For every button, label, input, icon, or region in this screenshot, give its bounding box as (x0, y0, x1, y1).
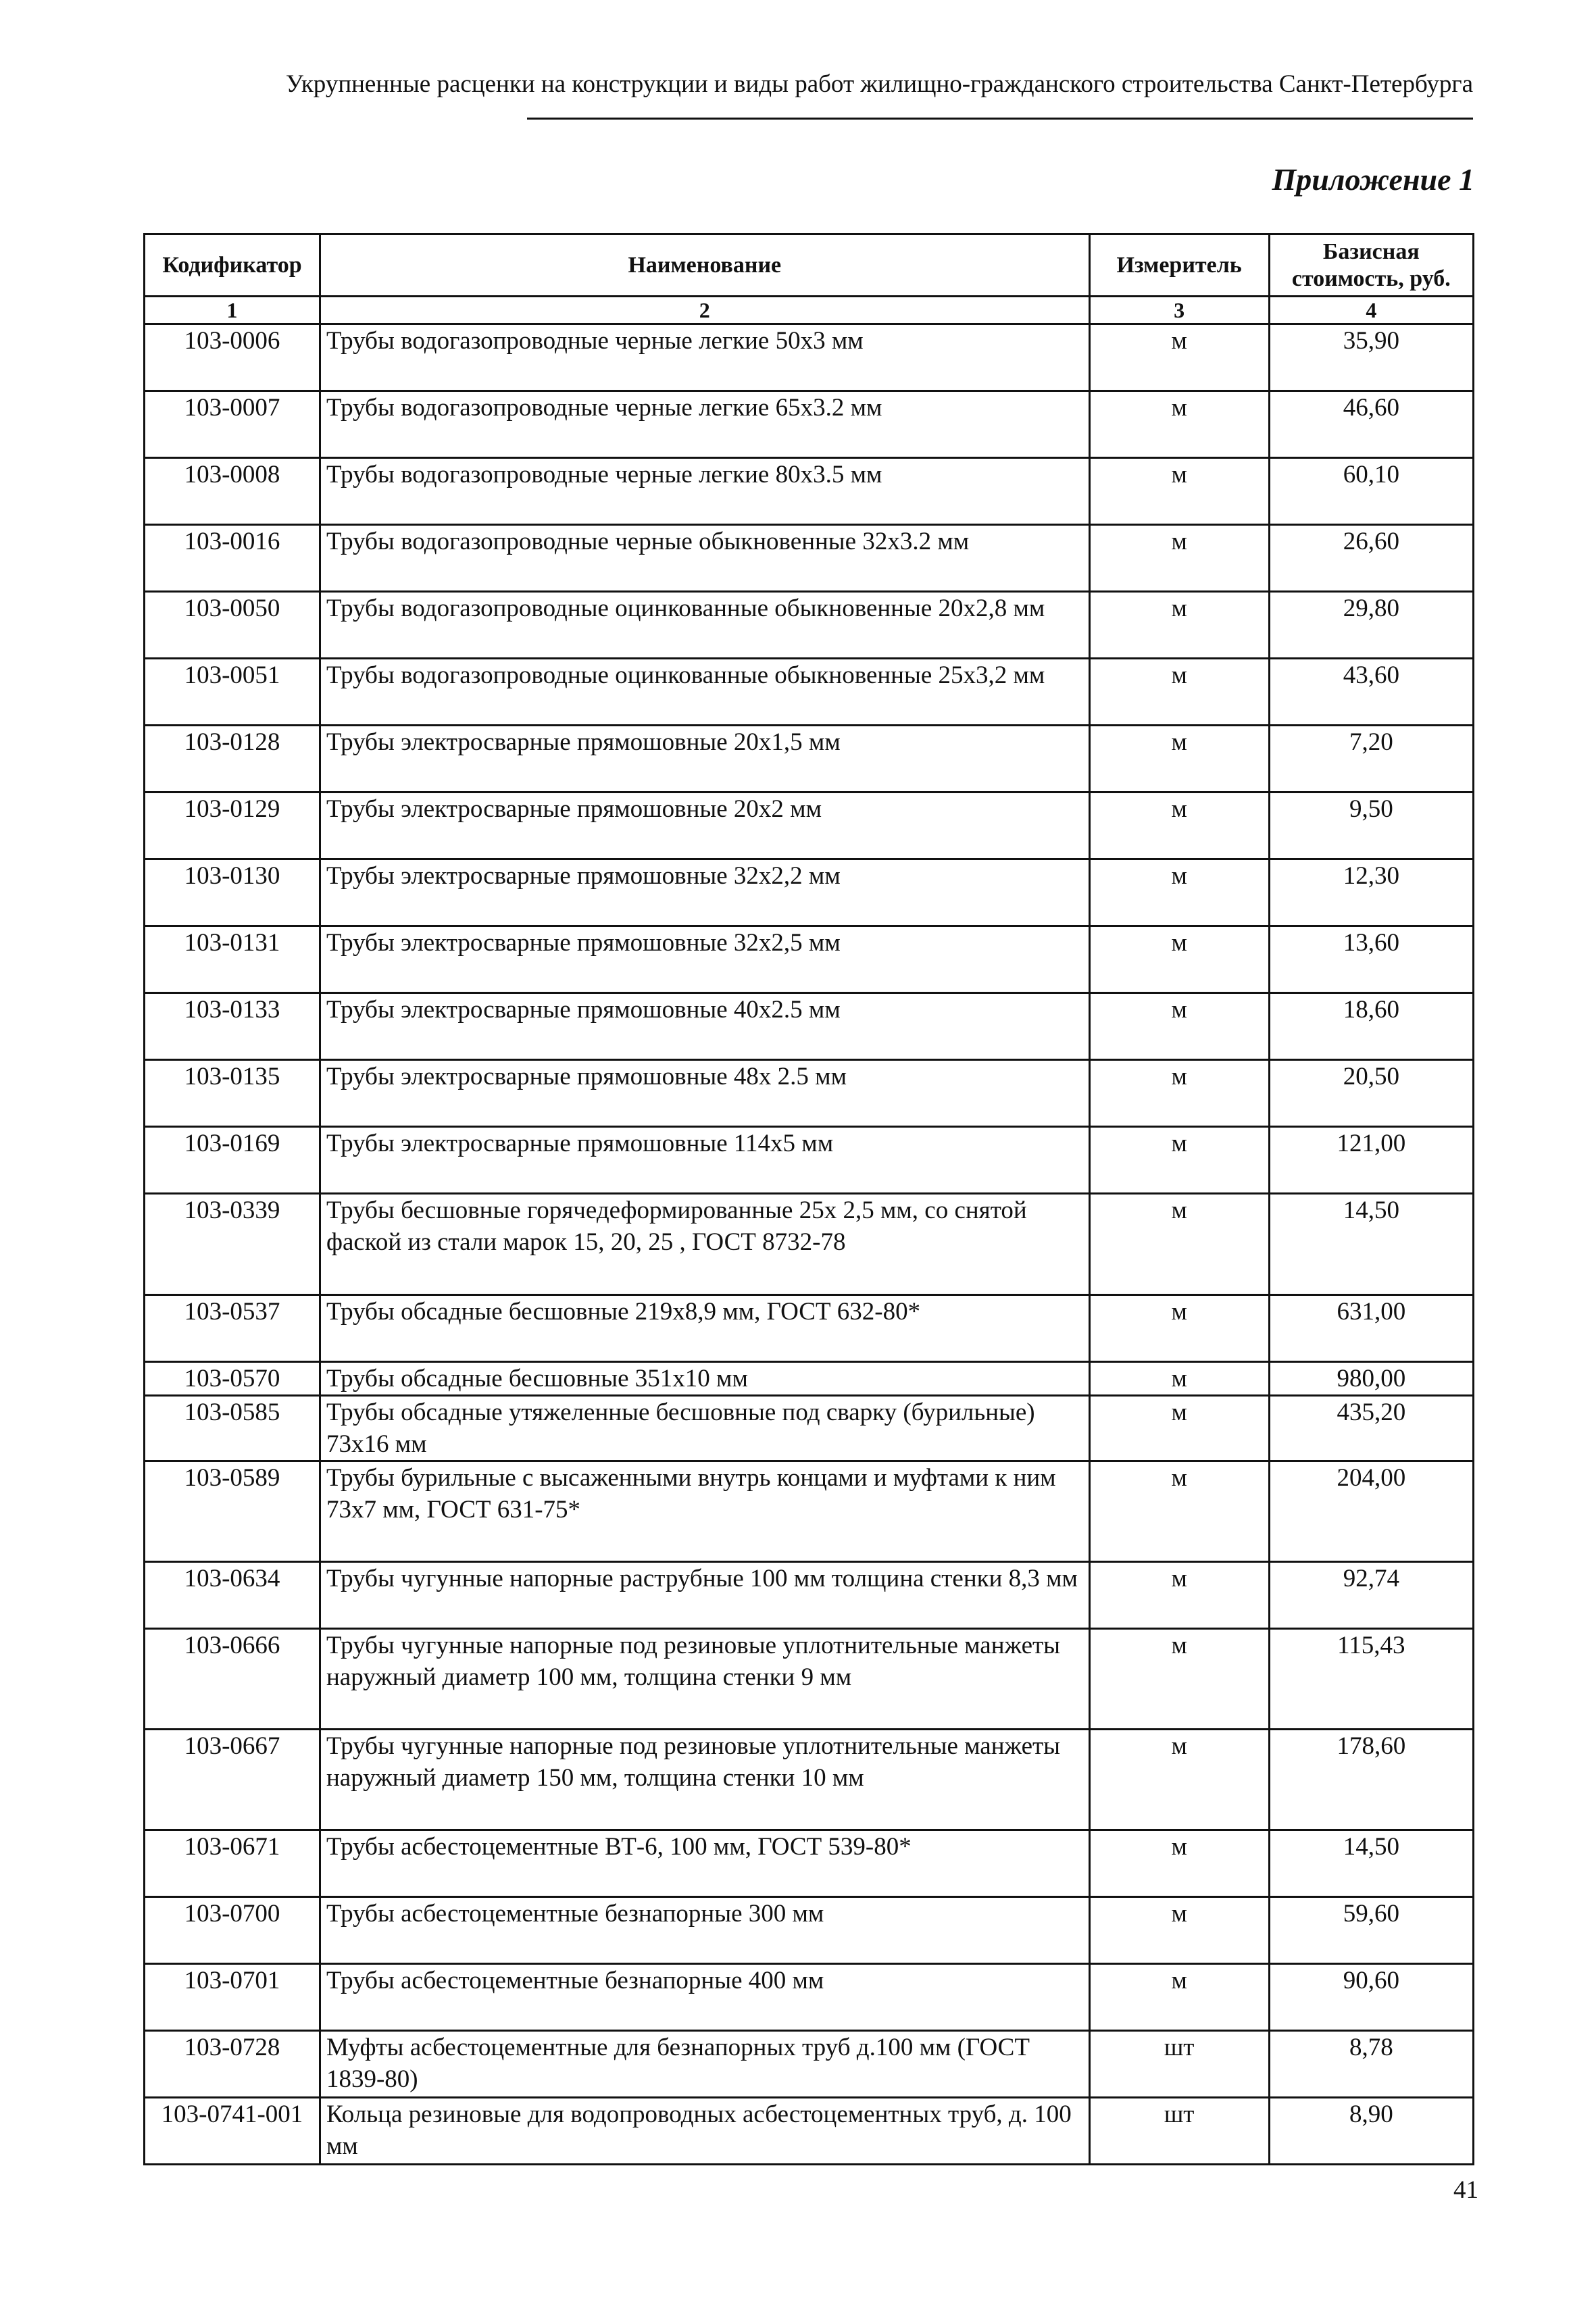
name-cell: Трубы асбестоцементные ВТ-6, 100 мм, ГОСТ 539-80* (320, 1830, 1089, 1897)
code-cell: 103-0008 (145, 458, 320, 525)
unit-cell: м (1089, 1396, 1269, 1461)
table-row (145, 993, 1474, 1060)
code-cell: 103-0169 (145, 1127, 320, 1194)
header-rule (527, 118, 1473, 120)
code-cell: 103-0129 (145, 793, 320, 859)
table-row (145, 1897, 1474, 1964)
column-header-code: Кодификатор (145, 234, 320, 297)
unit-cell: м (1089, 1461, 1269, 1562)
unit-cell: м (1089, 659, 1269, 726)
unit-cell: м (1089, 993, 1269, 1060)
unit-cell: м (1089, 1629, 1269, 1730)
code-cell: 103-0537 (145, 1295, 320, 1362)
code-cell: 103-0006 (145, 324, 320, 391)
unit-cell: м (1089, 1730, 1269, 1830)
page-number: 41 (1453, 2176, 1478, 2204)
code-cell: 103-0700 (145, 1897, 320, 1964)
column-number: 3 (1089, 297, 1269, 324)
unit-cell: шт (1089, 2031, 1269, 2098)
name-cell: Кольца резиновые для водопроводных асбестоцементных труб, д. 100 мм (320, 2098, 1089, 2165)
name-cell: Трубы электросварные прямошовные 48x 2.5 мм (320, 1060, 1089, 1127)
table-header-row (145, 234, 1474, 297)
price-cell: 980,00 (1269, 1362, 1473, 1396)
price-cell: 7,20 (1269, 726, 1473, 793)
unit-cell: м (1089, 1562, 1269, 1629)
price-cell: 92,74 (1269, 1562, 1473, 1629)
price-cell: 14,50 (1269, 1194, 1473, 1295)
price-cell: 204,00 (1269, 1461, 1473, 1562)
code-cell: 103-0666 (145, 1629, 320, 1730)
name-cell: Трубы водогазопроводные черные легкие 80x3.5 мм (320, 458, 1089, 525)
price-cell: 29,80 (1269, 592, 1473, 659)
table-row (145, 793, 1474, 859)
column-header-price: Базисная стоимость, руб. (1269, 234, 1473, 297)
name-cell: Трубы асбестоцементные безнапорные 400 мм (320, 1964, 1089, 2031)
code-cell: 103-0007 (145, 391, 320, 458)
unit-cell: м (1089, 726, 1269, 793)
name-cell: Трубы чугунные напорные под резиновые уплотнительные манжеты наружный диаметр 100 мм, толщина стенки 9 мм (320, 1629, 1089, 1730)
price-cell: 178,60 (1269, 1730, 1473, 1830)
table-row (145, 926, 1474, 993)
name-cell: Трубы электросварные прямошовные 20x2 мм (320, 793, 1089, 859)
table-row (145, 859, 1474, 926)
unit-cell: м (1089, 324, 1269, 391)
price-cell: 26,60 (1269, 525, 1473, 592)
unit-cell: м (1089, 1897, 1269, 1964)
column-number: 4 (1269, 297, 1473, 324)
name-cell: Трубы электросварные прямошовные 20x1,5 мм (320, 726, 1089, 793)
table-row (145, 1194, 1474, 1295)
unit-cell: м (1089, 1295, 1269, 1362)
name-cell: Трубы электросварные прямошовные 40x2.5 мм (320, 993, 1089, 1060)
unit-cell: м (1089, 1830, 1269, 1897)
code-cell: 103-0051 (145, 659, 320, 726)
unit-cell: м (1089, 1127, 1269, 1194)
code-cell: 103-0589 (145, 1461, 320, 1562)
price-cell: 14,50 (1269, 1830, 1473, 1897)
name-cell: Муфты асбестоцементные для безнапорных труб д.100 мм (ГОСТ 1839-80) (320, 2031, 1089, 2098)
name-cell: Трубы обсадные утяжеленные бесшовные под сварку (бурильные) 73x16 мм (320, 1396, 1089, 1461)
table-row (145, 1060, 1474, 1127)
table-row (145, 391, 1474, 458)
table-row (145, 1127, 1474, 1194)
table-row (145, 1362, 1474, 1396)
column-header-unit: Измеритель (1089, 234, 1269, 297)
table-row (145, 324, 1474, 391)
name-cell: Трубы водогазопроводные черные легкие 50x3 мм (320, 324, 1089, 391)
price-cell: 43,60 (1269, 659, 1473, 726)
price-cell: 121,00 (1269, 1127, 1473, 1194)
name-cell: Трубы бесшовные горячедеформированные 25x 2,5 мм, со снятой фаской из стали марок 15, 20, 25 , ГОСТ 8732-78 (320, 1194, 1089, 1295)
code-cell: 103-0135 (145, 1060, 320, 1127)
unit-cell: м (1089, 926, 1269, 993)
name-cell: Трубы чугунные напорные под резиновые уплотнительные манжеты наружный диаметр 150 мм, толщина стенки 10 мм (320, 1730, 1089, 1830)
table-body (145, 324, 1474, 2165)
unit-cell: м (1089, 525, 1269, 592)
price-cell: 115,43 (1269, 1629, 1473, 1730)
price-cell: 59,60 (1269, 1897, 1473, 1964)
price-cell: 90,60 (1269, 1964, 1473, 2031)
unit-cell: м (1089, 1060, 1269, 1127)
price-cell: 631,00 (1269, 1295, 1473, 1362)
name-cell: Трубы чугунные напорные раструбные 100 мм толщина стенки 8,3 мм (320, 1562, 1089, 1629)
name-cell: Трубы асбестоцементные безнапорные 300 мм (320, 1897, 1089, 1964)
table-row (145, 1396, 1474, 1461)
column-number: 2 (320, 297, 1089, 324)
code-cell: 103-0728 (145, 2031, 320, 2098)
price-cell: 8,90 (1269, 2098, 1473, 2165)
table-row (145, 1295, 1474, 1362)
name-cell: Трубы электросварные прямошовные 114x5 мм (320, 1127, 1089, 1194)
code-cell: 103-0128 (145, 726, 320, 793)
name-cell: Трубы обсадные бесшовные 351x10 мм (320, 1362, 1089, 1396)
table-row (145, 525, 1474, 592)
table-row (145, 659, 1474, 726)
column-header-name: Наименование (320, 234, 1089, 297)
running-header: Укрупненные расценки на конструкции и виды работ жилищно-гражданского строительства Санкт-Петербурга (285, 70, 1473, 98)
name-cell: Трубы электросварные прямошовные 32x2,2 мм (320, 859, 1089, 926)
code-cell: 103-0671 (145, 1830, 320, 1897)
price-cell: 60,10 (1269, 458, 1473, 525)
table-row (145, 458, 1474, 525)
price-cell: 20,50 (1269, 1060, 1473, 1127)
column-number: 1 (145, 297, 320, 324)
name-cell: Трубы бурильные с высаженными внутрь концами и муфтами к ним 73x7 мм, ГОСТ 631-75* (320, 1461, 1089, 1562)
code-cell: 103-0133 (145, 993, 320, 1060)
unit-cell: м (1089, 1194, 1269, 1295)
table-row (145, 726, 1474, 793)
unit-cell: м (1089, 458, 1269, 525)
unit-cell: м (1089, 793, 1269, 859)
code-cell: 103-0570 (145, 1362, 320, 1396)
name-cell: Трубы водогазопроводные черные легкие 65x3.2 мм (320, 391, 1089, 458)
price-cell: 8,78 (1269, 2031, 1473, 2098)
name-cell: Трубы водогазопроводные оцинкованные обыкновенные 25x3,2 мм (320, 659, 1089, 726)
unit-cell: шт (1089, 2098, 1269, 2165)
column-number-row (145, 297, 1474, 324)
table-row (145, 2031, 1474, 2098)
table-row (145, 1964, 1474, 2031)
table-row (145, 2098, 1474, 2165)
unit-cell: м (1089, 592, 1269, 659)
name-cell: Трубы обсадные бесшовные 219x8,9 мм, ГОСТ 632-80* (320, 1295, 1089, 1362)
code-cell: 103-0634 (145, 1562, 320, 1629)
price-cell: 9,50 (1269, 793, 1473, 859)
table-row (145, 1830, 1474, 1897)
price-cell: 435,20 (1269, 1396, 1473, 1461)
unit-cell: м (1089, 391, 1269, 458)
code-cell: 103-0701 (145, 1964, 320, 2031)
unit-cell: м (1089, 1964, 1269, 2031)
price-cell: 35,90 (1269, 324, 1473, 391)
table-row (145, 1629, 1474, 1730)
price-cell: 13,60 (1269, 926, 1473, 993)
name-cell: Трубы электросварные прямошовные 32x2,5 мм (320, 926, 1089, 993)
price-cell: 46,60 (1269, 391, 1473, 458)
appendix-title: Приложение 1 (1272, 162, 1474, 197)
price-cell: 12,30 (1269, 859, 1473, 926)
code-cell: 103-0339 (145, 1194, 320, 1295)
code-cell: 103-0016 (145, 525, 320, 592)
price-cell: 18,60 (1269, 993, 1473, 1060)
table-row (145, 1562, 1474, 1629)
name-cell: Трубы водогазопроводные черные обыкновенные 32x3.2 мм (320, 525, 1089, 592)
table-row (145, 1461, 1474, 1562)
code-cell: 103-0585 (145, 1396, 320, 1461)
code-cell: 103-0050 (145, 592, 320, 659)
unit-cell: м (1089, 1362, 1269, 1396)
price-table (143, 233, 1474, 2165)
name-cell: Трубы водогазопроводные оцинкованные обыкновенные 20x2,8 мм (320, 592, 1089, 659)
code-cell: 103-0667 (145, 1730, 320, 1830)
code-cell: 103-0131 (145, 926, 320, 993)
table-row (145, 592, 1474, 659)
code-cell: 103-0741-001 (145, 2098, 320, 2165)
code-cell: 103-0130 (145, 859, 320, 926)
unit-cell: м (1089, 859, 1269, 926)
table-row (145, 1730, 1474, 1830)
